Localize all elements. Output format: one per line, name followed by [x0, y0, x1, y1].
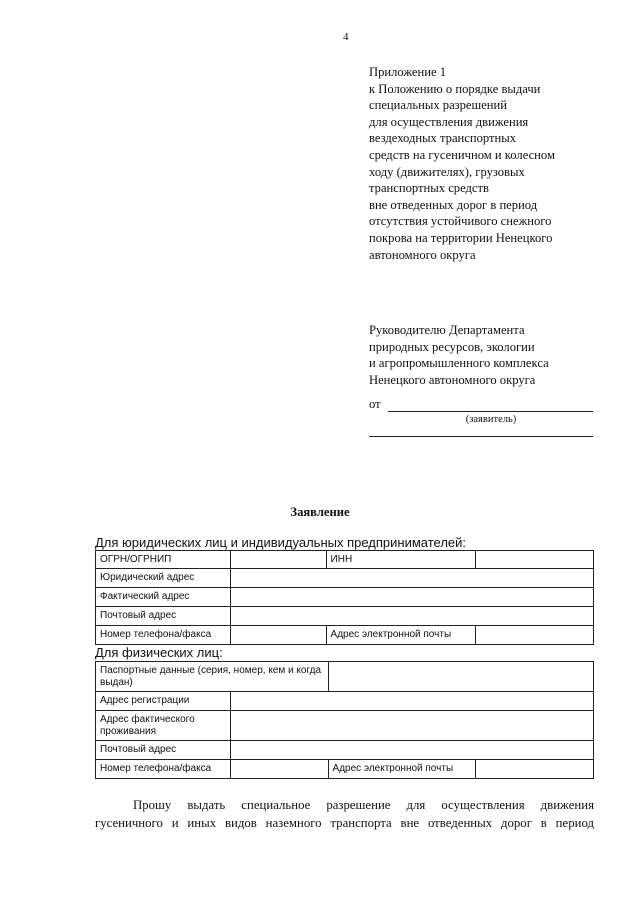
appendix-line: отсутствия устойчивого снежного	[369, 214, 552, 229]
document-title: Заявление	[290, 505, 350, 519]
inn-field[interactable]	[476, 551, 594, 569]
individual-section-label: Для физических лиц:	[95, 645, 223, 660]
request-paragraph	[95, 797, 594, 832]
applicant-field-line-2[interactable]	[369, 426, 593, 437]
appendix-line: покрова на территории Ненецкого	[369, 230, 553, 245]
appendix-line: средств на гусеничном и колесном	[369, 147, 555, 162]
postal-address-label: Почтовый адрес	[96, 607, 231, 626]
addressee-line: и агропромышленного комплекса	[369, 356, 549, 371]
appendix-line: специальных разрешений	[369, 98, 508, 113]
addressee-line: природных ресурсов, экологии	[369, 339, 535, 354]
applicant-caption: (заявитель)	[465, 414, 517, 425]
appendix-line: транспортных средств	[369, 181, 489, 196]
appendix-line: автономного округа	[369, 247, 476, 262]
postal-address-field[interactable]	[230, 741, 593, 760]
phone-label: Номер телефона/факса	[96, 760, 231, 779]
addressee-line: Ненецкого автономного округа	[369, 372, 536, 387]
residence-field[interactable]	[230, 711, 593, 741]
legal-address-label: Юридический адрес	[96, 569, 231, 588]
individual-table	[95, 661, 594, 779]
passport-field[interactable]	[328, 662, 593, 692]
paragraph-line: Прошу выдать специальное разрешение для осуществления движения	[133, 798, 594, 812]
legal-section-label: Для юридических лиц и индивидуальных предпринимателей:	[95, 535, 467, 550]
email-field[interactable]	[476, 626, 594, 645]
actual-address-field[interactable]	[230, 588, 593, 607]
legal-entity-table	[95, 550, 594, 645]
postal-address-label: Почтовый адрес	[96, 741, 231, 760]
passport-label: Паспортные данные (серия, номер, кем и когда выдан)	[96, 662, 329, 692]
addressee-line: Руководителю Департамента	[369, 323, 525, 337]
email-label: Адрес электронной почты	[326, 626, 476, 645]
page-number: 4	[343, 31, 349, 43]
postal-address-field[interactable]	[230, 607, 593, 626]
appendix-line: вне отведенных дорог в период	[369, 197, 538, 212]
appendix-line: ходу (движителях), грузовых	[369, 164, 525, 179]
from-label: от	[369, 397, 381, 411]
email-label: Адрес электронной почты	[328, 760, 476, 779]
phone-field[interactable]	[230, 626, 326, 645]
phone-field[interactable]	[230, 760, 328, 779]
registration-label: Адрес регистрации	[96, 692, 231, 711]
phone-label: Номер телефона/факса	[96, 626, 231, 645]
ogrn-field[interactable]	[230, 551, 326, 569]
appendix-line: к Положению о порядке выдачи	[369, 81, 541, 96]
residence-label: Адрес фактического проживания	[96, 711, 231, 741]
appendix-line: Приложение 1	[369, 65, 447, 79]
legal-address-field[interactable]	[230, 569, 593, 588]
applicant-field[interactable]	[388, 398, 593, 412]
addressee-block	[369, 322, 609, 388]
inn-label: ИНН	[326, 551, 476, 569]
ogrn-label: ОГРН/ОГРНИП	[96, 551, 231, 569]
paragraph-line: гусеничного и иных видов наземного транспорта вне отведенных дорог в период	[95, 815, 594, 830]
appendix-line: вездеходных транспортных	[369, 131, 517, 146]
registration-field[interactable]	[230, 692, 593, 711]
appendix-block	[369, 64, 609, 263]
actual-address-label: Фактический адрес	[96, 588, 231, 607]
applicant-block	[369, 397, 593, 437]
email-field[interactable]	[476, 760, 594, 779]
appendix-line: для осуществления движения	[369, 114, 529, 129]
